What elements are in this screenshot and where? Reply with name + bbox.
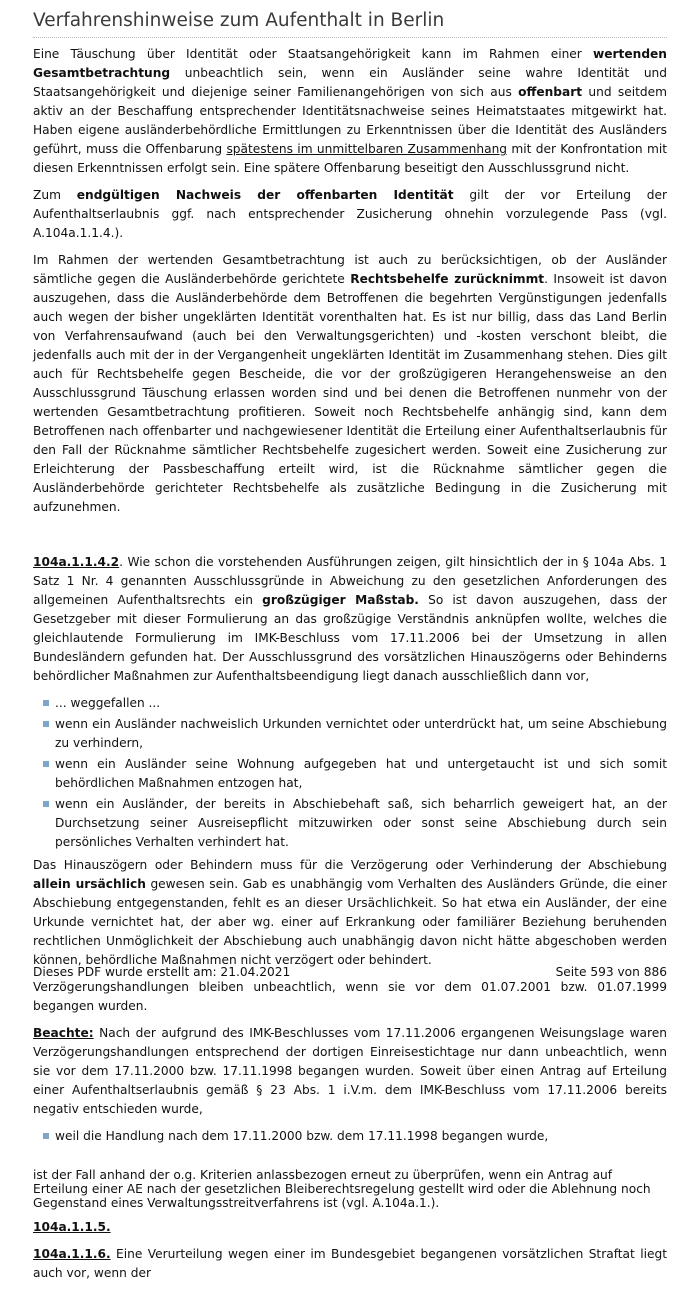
list-item: wenn ein Ausländer, der bereits in Abschiebehaft saß, sich beharrlich geweigert hat, an der Durchsetzung seiner Ausreisepflicht mitzuwirken oder sonst seine Abschiebung durch sein persönliches Verhalten verhindert hat.	[43, 795, 667, 852]
text: mit der Konfrontation mit diesen Erkenntnissen erfolgt sein. Eine spätere Offenbarung beseitigt den Ausschlussgrund nicht.	[33, 142, 667, 175]
note-label: Beachte:	[33, 1026, 94, 1040]
paragraph-rechtsbehelfe	[33, 251, 667, 517]
footer-created-date: Dieses PDF wurde erstellt am: 21.04.2021	[33, 965, 291, 979]
paragraph-104a-1-1-4-2	[33, 553, 667, 686]
paragraph-104a-1-1-6	[33, 1245, 667, 1283]
list-item: wenn ein Ausländer seine Wohnung aufgegeben hat und untergetaucht ist und sich somit behördlichen Maßnahmen entzogen hat,	[43, 755, 667, 793]
paragraph-nachweis	[33, 186, 667, 243]
text: . Wie schon die vorstehenden Ausführungen zeigen, gilt hinsichtlich der in § 104a Abs. 1 Satz 1 Nr. 4 genannten Ausschlussgründe in Abweichung zu den gesetzlichen Anforderungen des allgemeinen Aufenthaltsrechts ein	[33, 555, 667, 607]
paragraph-ursaechlichkeit	[33, 856, 667, 970]
text: Nach der aufgrund des IMK-Beschlusses vom 17.11.2006 ergangenen Weisungslage waren Verzögerungshandlungen entsprechend der dortigen Einreisestichtage nur dann unbeachtlich, wenn sie vor dem 17.11.2000 bzw. 17.11.1998 begangen wurden. Soweit über einen Antrag auf Erteilung einer Aufenthaltserlaubnis gemäß § 23 Abs. 1 i.V.m. dem IMK-Beschluss vom 17.11.2006 bereits negativ entschieden wurde,	[33, 1026, 667, 1116]
bold-text: endgültigen Nachweis der offenbarten Identität	[76, 188, 454, 202]
paragraph-104a-1-1-5	[33, 1218, 667, 1237]
text: Das Hinauszögern oder Behindern muss für die Verzögerung oder Verhinderung der Abschiebung	[33, 858, 667, 872]
bold-text: Rechtsbehelfe zurücknimmt	[350, 272, 545, 286]
bold-text: großzügiger Maßstab.	[262, 593, 419, 607]
text: Im Rahmen der wertenden Gesamtbetrachtung ist auch zu berücksichtigen, ob der Ausländer sämtliche gegen die Ausländerbehörde gerichtete	[33, 253, 667, 286]
page-title: Verfahrenshinweise zum Aufenthalt in Berlin	[33, 10, 445, 31]
document-body	[33, 45, 667, 1291]
text: So ist davon auszugehen, dass der Gesetzgeber mit dieser Formulierung an das großzügige Verständnis anknüpfen wollte, welches die gleichlautende Formulierung im IMK-Beschluss vom 17.11.2006 bei der Umsetzung in allen Bundesländern gefunden hat. Der Ausschlussgrund des vorsätzlichen Hinauszögerns oder Behinderns behördlicher Maßnahmen zur Aufenthaltsbeendigung liegt danach ausschließlich dann vor,	[33, 593, 667, 683]
section-reference: 104a.1.1.5.	[33, 1220, 111, 1234]
list-item: weil die Handlung nach dem 17.11.2000 bzw. dem 17.11.1998 begangen wurde,	[43, 1127, 667, 1146]
title-divider	[33, 37, 667, 38]
section-reference: 104a.1.1.6.	[33, 1247, 111, 1261]
bold-text: allein ursächlich	[33, 877, 146, 891]
text: gilt der vor Erteilung der Aufenthaltserlaubnis ggf. nach entsprechender Zusicherung ohnehin vorzulegende Pass (vgl. A.104a.1.1.4.).	[33, 188, 667, 240]
text: und seitdem aktiv an der Beschaffung entsprechender Identitätsnachweise seines Heimatstaates mitgewirkt hat. Haben eigene ausländerbehördliche Ermittlungen zu Erkenntnissen über die Identität des Ausländers geführt, muss die Offenbarung	[33, 85, 667, 156]
footer-page-number: Seite 593 von 886	[555, 965, 667, 979]
spacer	[33, 1150, 667, 1168]
spacer	[33, 525, 667, 553]
text: Eine Verurteilung wegen einer im Bundesgebiet begangenen vorsätzlichen Straftat liegt auch vor, wenn der	[33, 1247, 667, 1280]
paragraph-ueberpruefung: ist der Fall anhand der o.g. Kriterien anlassbezogen erneut zu überprüfen, wenn ein Antrag auf Erteilung einer AE nach der gesetzlichen Bleiberechtsregelung gestellt wird oder die Ablehnung noch Gegenstand eines Verwaltungsstreitverfahrens ist (vgl. A.104a.1.).	[33, 1168, 651, 1210]
list-item: ... weggefallen ...	[43, 694, 667, 713]
text: gewesen sein. Gab es unabhängig vom Verhalten des Ausländers Gründe, die einer Abschiebung entgegenstanden, fehlt es an dieser Ursächlichkeit. So hat etwa ein Ausländer, der eine Urkunde vernichtet hat, der aber wg. einer auf Erkrankung oder familiärer Beziehung beruhenden rechtlichen Unmöglichkeit der Abschiebung auch unabhängig davon nicht hätte abgeschoben werden können, behördliche Maßnahmen nicht verzögert oder behindert.	[33, 877, 667, 967]
bullet-list	[33, 694, 667, 852]
bold-text: offenbart	[518, 85, 583, 99]
bold-text: wertenden Gesamtbetrachtung	[33, 47, 667, 80]
bullet-list	[33, 1127, 667, 1146]
list-item: wenn ein Ausländer nachweislich Urkunden vernichtet oder unterdrückt hat, um seine Abschiebung zu verhindern,	[43, 715, 667, 753]
text: unbeachtlich sein, wenn ein Ausländer seine wahre Identität und Staatsangehörigkeit und diejenige seiner Familienangehörigen von sich aus	[33, 66, 667, 99]
text: Zum	[33, 188, 77, 202]
text: . Insoweit ist davon auszugehen, dass die Ausländerbehörde dem Betroffenen die begehrten Vergünstigungen jedenfalls auch wegen der bisher ungeklärten Identität vorenthalten hat. Es ist nur billig, dass das Land Berlin von Verfahrensaufwand (auch bei den Verwaltungsgerichten) und -kosten verschont bleibt, die jedenfalls auch mit der in der Vergangenheit ungeklärten Identität im Zusammenhang stehen. Dies gilt auch für Rechtsbehelfe gegen Bescheide, die vor der großzügigeren Herangehensweise an den Ausschlussgrund Täuschung erlassen worden sind und bei denen die Betroffenen nunmehr von der wertenden Gesamtbetrachtung profitieren. Soweit noch Rechtsbehelfe anhängig sind, kann dem Betroffenen nach offenbarter und nachgewiesener Identität die Erteilung einer Aufenthaltserlaubnis für den Fall der Rücknahme sämtlicher Rechtsbehelfe zugesichert werden. Soweit eine Zusicherung zur Erleichterung der Passbeschaffung erteilt wird, ist die Rücknahme sämtlicher gegen die Ausländerbehörde gerichteter Rechtsbehelfe als zusätzliche Bedingung in die Zusicherung mit aufzunehmen.	[33, 272, 668, 514]
paragraph-beachte	[33, 1024, 667, 1119]
underlined-text: spätestens im unmittelbaren Zusammenhang	[226, 142, 508, 156]
section-reference: 104a.1.1.4.2	[33, 555, 120, 569]
text: Eine Täuschung über Identität oder Staatsangehörigkeit kann im Rahmen einer	[33, 47, 594, 61]
paragraph-verzoegerung: Verzögerungshandlungen bleiben unbeachtlich, wenn sie vor dem 01.07.2001 bzw. 01.07.1999 begangen wurden.	[33, 980, 667, 1013]
paragraph-taeuschung	[33, 45, 667, 178]
